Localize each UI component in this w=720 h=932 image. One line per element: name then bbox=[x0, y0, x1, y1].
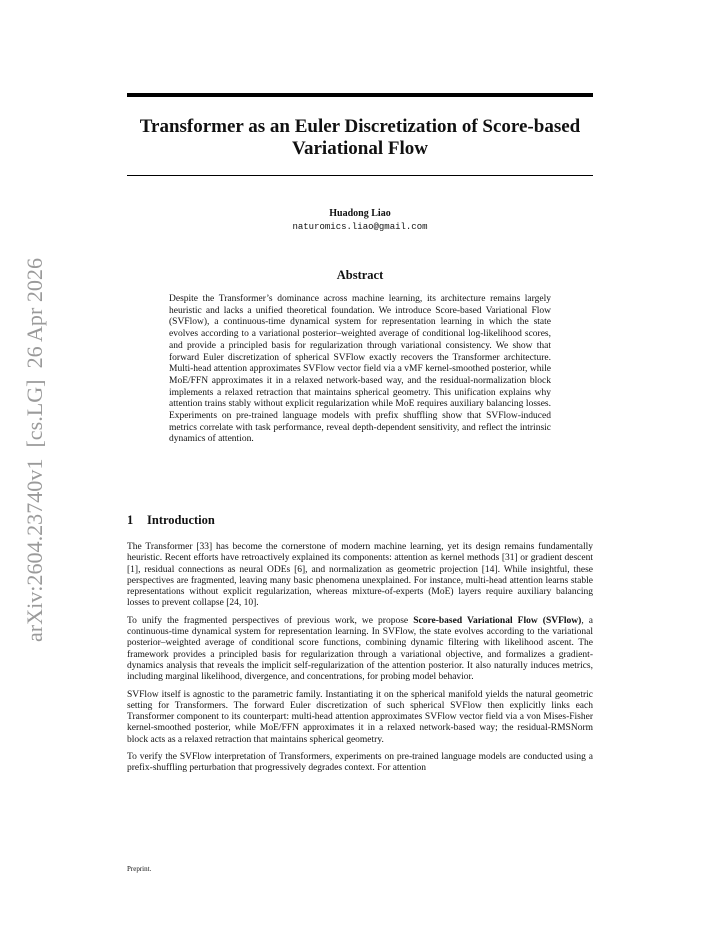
section-title: Introduction bbox=[147, 513, 215, 527]
paragraph-4: To verify the SVFlow interpretation of Transformers, experiments on pre-trained language models are conducted using a prefix-shuffling perturbation that progressively degrades context. For attention bbox=[127, 752, 593, 774]
introduction-body bbox=[127, 542, 593, 781]
preprint-note: Preprint. bbox=[127, 865, 152, 873]
paragraph-1: The Transformer [33] has become the cornerstone of modern machine learning, yet its design remains fundamentally heuristic. Recent efforts have retroactively explained its components: attention as kernel methods [31] or gradient descent [1], residual connections as neural ODEs [6], and normalization as geometric projection [14]. While insightful, these perspectives are fragmented, leaving many basic phenomena unexplained. For instance, multi-head attention learns stable representations without explicit regularization, whereas mixture-of-experts (MoE) layers require auxiliary balancing losses to prevent collapse [24, 10]. bbox=[127, 542, 593, 609]
abstract-text: Despite the Transformer’s dominance across machine learning, its architecture remains largely heuristic and lacks a unified theoretical foundation. We introduce Score-based Variational Flow (SVFlow), a continuous-time dynamical system for representation learning in which the state evolves according to a variational posterior–weighted average of conditional log-likelihood scores, and provide a principled basis for regularization through variational consistency. We show that forward Euler discretization of spherical SVFlow exactly recovers the Transformer architecture. Multi-head attention approximates SVFlow vector field via a vMF kernel-smoothed posterior, while MoE/FFN approximates it in a relaxed network-based way, and the residual-normalization block implements a relaxed retraction that maintains spherical geometry. This unification explains why attention trains stably without explicit regularization while MoE requires auxiliary balancing losses. Experiments on pre-trained language models with prefix shuffling show that SVFlow-induced metrics correlate with task performance, reveal depth-dependent sensitivity, and reflect the intrinsic dynamics of attention. bbox=[169, 294, 551, 445]
section-number: 1 bbox=[127, 513, 134, 527]
paragraph-2-lead: To unify the fragmented perspectives of previous work, we propose bbox=[127, 615, 414, 626]
author-name: Huadong Liao bbox=[329, 208, 391, 219]
paper-title: Transformer as an Euler Discretization of Score-based Variational Flow bbox=[139, 116, 581, 159]
paragraph-2-rest: , a continuous-time dynamical system for representation learning. In SVFlow, the state evolves according to the variational posterior–weighted average of conditional score functions, combining dynamic filtering with likelihood ascent. The framework provides a principled basis for regularization through a variational objective, and formalizes a gradient-dynamics analysis that reveals the implicit self-regularization of the attention posterior. It also naturally induces metrics, including marginal likelihood, divergence, and concentrations, for probing model behavior. bbox=[127, 615, 593, 683]
paragraph-3: SVFlow itself is agnostic to the parametric family. Instantiating it on the spherical manifold yields the natural geometric setting for Transformers. The forward Euler discretization of such spherical SVFlow then explicitly links each Transformer component to its counterpart: multi-head attention approximates SVFlow vector field via a von Mises-Fisher kernel-smoothed posterior, while MoE/FFN approximates it in a relaxed network-based way; the residual-RMSNorm block acts as a relaxed retraction that maintains spherical geometry. bbox=[127, 689, 593, 745]
title-bottom-rule bbox=[127, 175, 593, 176]
arxiv-identifier bbox=[20, 258, 50, 642]
section-heading-introduction bbox=[127, 513, 215, 527]
arxiv-identifier-text: arXiv:2604.23740v1 [cs.LG] 26 Apr 2026 bbox=[22, 259, 47, 642]
author-email: naturomics.liao@gmail.com bbox=[292, 222, 428, 232]
paragraph-2 bbox=[127, 616, 593, 684]
title-top-rule bbox=[127, 93, 593, 97]
svflow-term: Score-based Variational Flow (SVFlow) bbox=[413, 615, 582, 626]
abstract-heading: Abstract bbox=[336, 268, 384, 282]
